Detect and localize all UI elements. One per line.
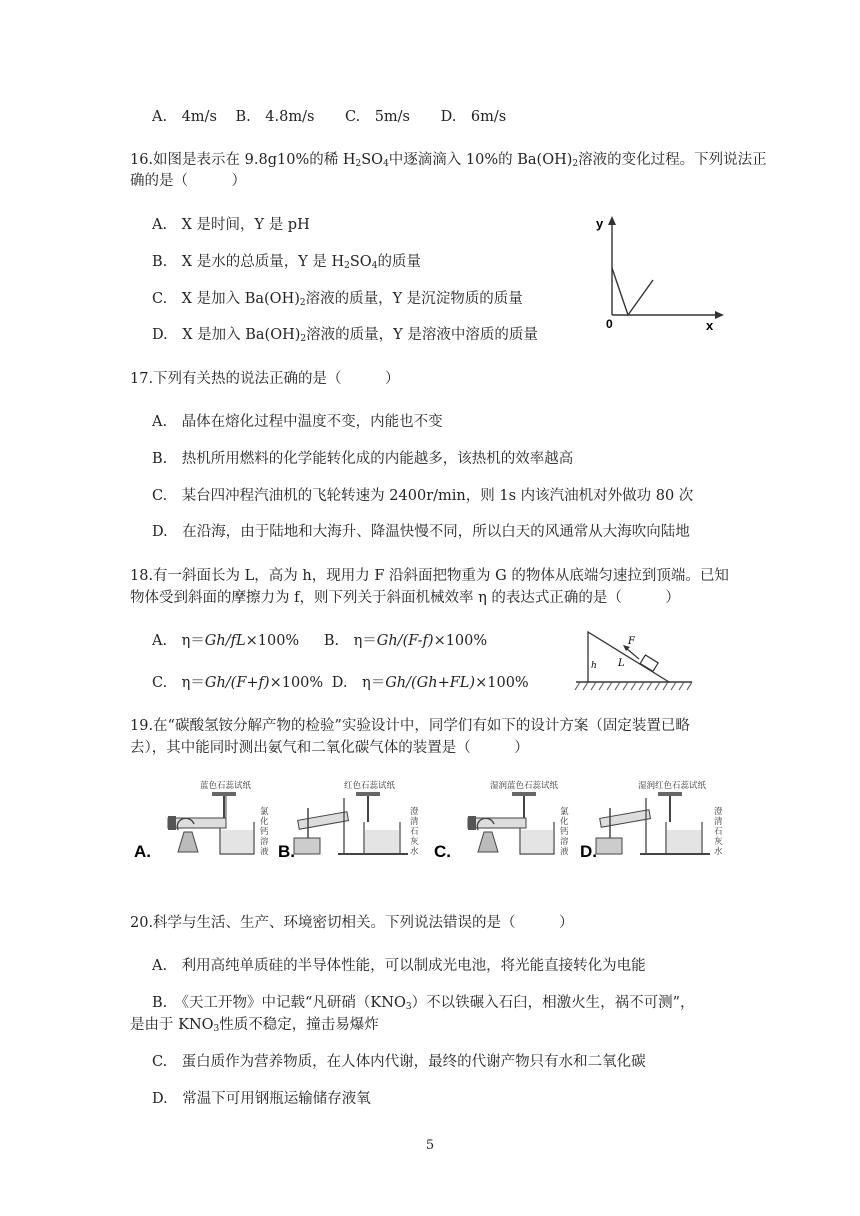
q17-option-a: A. 晶体在熔化过程中温度不变，内能也不变: [152, 414, 443, 430]
page-number: 5: [425, 1138, 435, 1153]
svg-text:溶: 溶: [560, 837, 569, 847]
q20-option-b-line1: B. 《天工开物》中记载“凡研硝$(KNO_3)$不以铁碾入石臼，相激火生，祸不可测”，: [152, 995, 695, 1012]
svg-text:液: 液: [560, 847, 569, 857]
q16-option-b: B. X 是水的总质量，Y 是 $H_2SO_4$的质量: [152, 254, 421, 271]
q19-c-paper-label: 湿润蓝色石蕊试纸: [490, 781, 559, 791]
q18-options-row2: [152, 673, 529, 693]
q16-option-a: A. X 是时间，Y 是 pH: [152, 217, 310, 233]
q18-incline-figure: [574, 628, 696, 694]
q19-c-label: C.: [434, 842, 451, 860]
q18-stem-line2: 物体受到斜面的摩擦力为 f，则下列关于斜面机械效率 η 的表达式正确的是（ ）: [130, 590, 680, 606]
q18-options-row1: [152, 631, 487, 651]
q18-option-a: A. η＝Gh/fL×100%: [152, 633, 300, 649]
q18-option-b: B. η＝Gh/(F-f)×100%: [323, 633, 488, 649]
q19-stem-line1: 19.在“碳酸氢铵分解产物的检验”实验设计中，同学们有如下的设计方案（固定装置已略: [130, 718, 690, 734]
svg-text:清: 清: [714, 817, 723, 827]
q19-apparatus-figures: [128, 778, 728, 860]
q20-option-b-line2: 是由于 $KNO_3$性质不稳定，撞击易爆炸: [130, 1017, 379, 1034]
svg-text:水: 水: [714, 847, 723, 857]
svg-text:钙: 钙: [260, 827, 269, 837]
q18-option-c: C. η＝Gh/(F+f)×100%: [152, 675, 324, 691]
q15-option-b: B. 4.8m/s: [235, 109, 315, 125]
q18-option-d: D. η＝Gh/(Gh+FL)×100%: [331, 675, 529, 691]
q19-a-label: A.: [134, 842, 151, 860]
q17-stem: 17.下列有关热的说法正确的是（ ）: [130, 371, 400, 387]
svg-text:化: 化: [560, 817, 569, 827]
q18-fig-label-f: F: [628, 636, 635, 647]
svg-text:清: 清: [410, 817, 419, 827]
q19-stem-line2: 去），其中能同时测出氨气和二氧化碳气体的装置是（ ）: [130, 740, 529, 756]
svg-text:化: 化: [260, 817, 269, 827]
q20-option-d: D. 常温下可用钢瓶运输储存液氧: [152, 1091, 371, 1107]
q19-b-label: B.: [278, 842, 295, 860]
q15-option-d: D. 6m/s: [440, 109, 507, 125]
q19-d-paper-label: 湿润红色石蕊试纸: [638, 781, 707, 791]
q16-stem-line1: 16.如图是表示在 9.8g10%的稀 $H_2SO_4$中逐滴滴入 10%的 $Ba(OH)_2$溶液的变化过程。下列说法正: [130, 152, 767, 169]
q19-b-paper-label: 红色石蕊试纸: [344, 781, 396, 791]
svg-text:氯: 氯: [560, 807, 569, 817]
svg-text:氯: 氯: [260, 807, 269, 817]
svg-text:灰: 灰: [410, 837, 419, 847]
svg-text:水: 水: [410, 847, 419, 857]
q15-options: [152, 107, 506, 127]
q20-stem: 20.科学与生活、生产、环境密切相关。下列说法错误的是（ ）: [130, 915, 574, 931]
q17-option-d: D. 在沿海，由于陆地和大海升、降温快慢不同，所以白天的风通常从大海吹向陆地: [152, 524, 690, 540]
q19-a-paper-label: 蓝色石蕊试纸: [200, 781, 252, 791]
q16-option-d: D. X 是加入 $Ba(OH)_2$溶液的质量，Y 是溶液中溶质的质量: [152, 327, 538, 344]
q17-option-c: C. 某台四冲程汽油机的飞轮转速为 2400r/min，则 1s 内该汽油机对外做功 80 次: [152, 488, 694, 504]
svg-text:液: 液: [260, 847, 269, 857]
q19-apparatus-d: [580, 778, 724, 860]
q15-option-a: A. 4m/s: [152, 109, 217, 125]
svg-text:澄: 澄: [714, 807, 723, 817]
q20-option-c: C. 蛋白质作为营养物质，在人体内代谢，最终的代谢产物只有水和二氧化碳: [152, 1054, 646, 1070]
svg-text:灰: 灰: [714, 837, 723, 847]
svg-text:石: 石: [714, 827, 723, 837]
svg-text:钙: 钙: [560, 827, 569, 837]
q18-fig-label-h: h: [591, 661, 597, 671]
svg-text:石: 石: [410, 827, 419, 837]
q16-graph-x-label: x: [706, 318, 714, 333]
q16-graph-origin-label: 0: [606, 317, 613, 331]
q19-d-label: D.: [580, 842, 597, 860]
q16-graph-y-label: y: [596, 216, 604, 231]
q15-option-c: C. 5m/s: [345, 109, 411, 125]
q16-graph: [590, 210, 730, 335]
q17-option-b: B. 热机所用燃料的化学能转化成的内能越多，该热机的效率越高: [152, 451, 574, 467]
q19-apparatus-a: [128, 778, 272, 860]
q16-stem-line2: 确的是（ ）: [130, 173, 246, 189]
q18-fig-label-l: L: [618, 658, 625, 669]
svg-text:澄: 澄: [410, 807, 419, 817]
q18-stem-line1: 18.有一斜面长为 L，高为 h，现用力 F 沿斜面把物重为 G 的物体从底端匀速拉到顶端。已知: [130, 568, 729, 584]
q16-option-c: C. X 是加入 $Ba(OH)_2$溶液的质量，Y 是沉淀物质的质量: [152, 291, 523, 308]
q19-apparatus-c: [428, 778, 572, 860]
svg-text:溶: 溶: [260, 837, 269, 847]
q20-option-a: A. 利用高纯单质硅的半导体性能，可以制成光电池，将光能直接转化为电能: [152, 958, 646, 974]
q19-apparatus-b: [278, 778, 422, 860]
